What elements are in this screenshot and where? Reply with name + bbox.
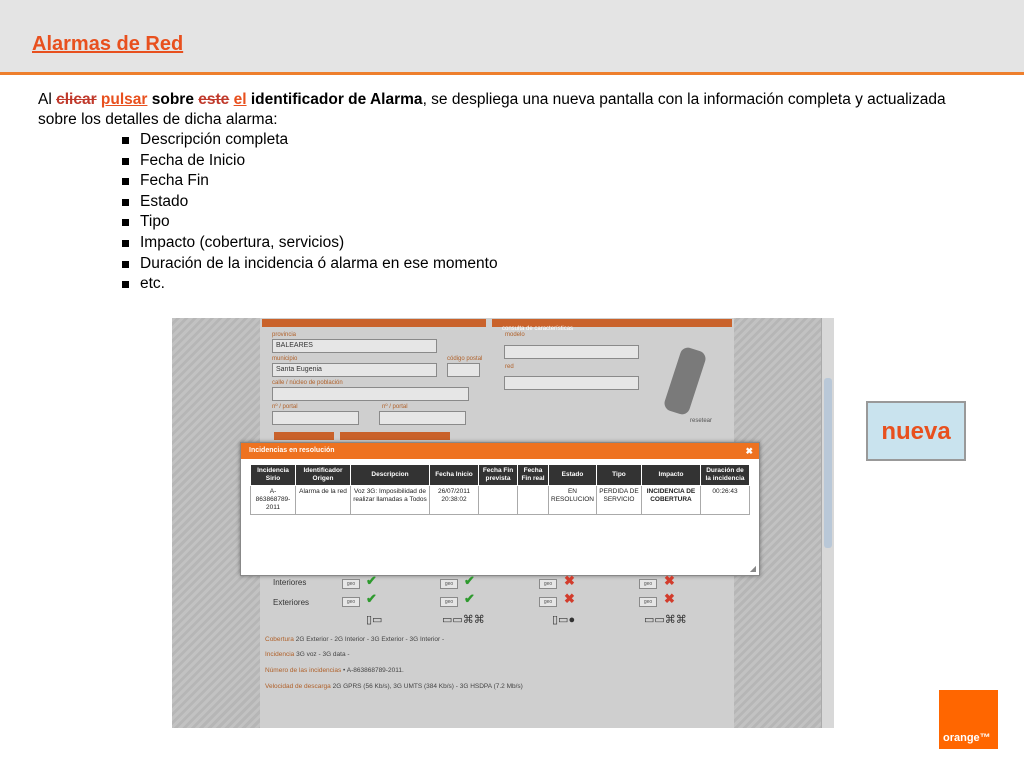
number-label: nº / portal — [272, 404, 298, 410]
column-header: Fecha Fin prevista — [479, 465, 518, 486]
bullet-item: etc. — [120, 274, 498, 295]
number-field[interactable] — [272, 411, 359, 425]
column-header: Fecha Fin real — [518, 465, 549, 486]
province-field[interactable]: BALEARES — [272, 339, 437, 353]
check-icon: ✔ — [366, 573, 377, 588]
postcode-label: código postal — [447, 356, 483, 362]
service-icons: ▯▭● — [552, 614, 576, 626]
coverage-info: Cobertura 2G Exterior - 2G Interior - 3G Exterior - 3G Interior - — [265, 636, 445, 643]
town-field[interactable]: Santa Eugenia — [272, 363, 437, 377]
mini-button[interactable]: geo — [342, 579, 360, 589]
tab-bar[interactable] — [340, 432, 450, 440]
bullet-item: Tipo — [120, 212, 498, 233]
column-header: Estado — [549, 465, 597, 486]
network-label: red — [505, 364, 514, 370]
column-header: Descripcion — [351, 465, 430, 486]
device-label: modelo — [505, 332, 525, 338]
bold-text: sobre — [151, 91, 199, 108]
bullet-item: Impacto (cobertura, servicios) — [120, 233, 498, 254]
scrollbar[interactable] — [821, 318, 834, 728]
table-header-row — [251, 465, 750, 486]
resize-handle-icon[interactable]: ◢ — [749, 564, 756, 573]
mini-button[interactable]: geo — [539, 579, 557, 589]
table-cell: Voz 3G: Imposibilidad de realizar llamadas a Todos — [351, 486, 430, 515]
popup-title: Incidencias en resolución — [249, 447, 335, 454]
inserted-word: el — [233, 91, 247, 108]
bullet-item: Fecha Fin — [120, 171, 498, 192]
column-header: Tipo — [596, 465, 641, 486]
table-cell: 26/07/2011 20:38:02 — [430, 486, 479, 515]
close-icon[interactable]: ✖ — [745, 446, 753, 456]
orange-logo — [939, 690, 998, 749]
floor-field[interactable] — [379, 411, 466, 425]
service-icons: ▭▭⌘⌘ — [442, 614, 485, 626]
cross-icon: ✖ — [664, 573, 675, 588]
inserted-word: pulsar — [100, 91, 148, 108]
table-row[interactable] — [251, 486, 750, 515]
mini-button[interactable]: geo — [539, 597, 557, 607]
table-cell: 00:26:43 — [700, 486, 749, 515]
section-header-bar — [492, 319, 732, 332]
check-icon: ✔ — [464, 591, 475, 606]
cross-icon: ✖ — [564, 591, 575, 606]
mini-button[interactable]: geo — [440, 597, 458, 607]
bullet-list — [120, 130, 498, 295]
column-header: Impacto — [641, 465, 700, 486]
intro-text: , se despliega una nueva pantalla con la información completa y actualizada sobre los detalles de dicha alarma: — [38, 91, 946, 128]
town-label: municipio — [272, 356, 298, 362]
mini-button[interactable]: geo — [639, 579, 657, 589]
check-icon: ✔ — [464, 573, 475, 588]
bold-text: identificador de Alarma — [250, 91, 423, 108]
table-cell: EN RESOLUCION — [549, 486, 597, 515]
table-cell — [518, 486, 549, 515]
nueva-callout: nueva — [866, 401, 966, 461]
slide-title: Alarmas de Red — [32, 33, 184, 55]
bullet-item: Fecha de Inicio — [120, 151, 498, 172]
popup-header — [241, 443, 759, 459]
section-title: consulta de características — [502, 326, 574, 332]
mini-button[interactable]: geo — [440, 579, 458, 589]
coverage-row-label: Exteriores — [273, 598, 310, 607]
check-icon: ✔ — [366, 591, 377, 606]
cross-icon: ✖ — [564, 573, 575, 588]
embedded-screenshot — [172, 318, 834, 728]
bullet-item: Estado — [120, 192, 498, 213]
coverage-row-label: Interiores — [273, 578, 307, 587]
incident-info: Incidencia 3G voz - 3G data - — [265, 651, 350, 658]
scrollbar-thumb[interactable] — [824, 378, 832, 548]
floor-label: nº / portal — [382, 404, 408, 410]
mini-button[interactable]: geo — [639, 597, 657, 607]
bullet-item: Duración de la incidencia ó alarma en ese momento — [120, 254, 498, 275]
column-header: Identificador Origen — [296, 465, 351, 486]
column-header: Incidencia Sirio — [251, 465, 296, 486]
device-field[interactable] — [504, 345, 639, 359]
bullet-item: Descripción completa — [120, 130, 498, 151]
table-cell: INCIDENCIA DE COBERTURA — [641, 486, 700, 515]
network-field[interactable] — [504, 376, 639, 390]
intro-paragraph — [38, 90, 978, 130]
table-cell: Alarma de la red — [296, 486, 351, 515]
table-cell: PERDIDA DE SERVICIO — [596, 486, 641, 515]
incident-id-link[interactable]: A-863868789-2011 — [251, 486, 296, 515]
tab-bar[interactable] — [274, 432, 334, 440]
incident-number-info: Número de las incidencias • A-863868789-2011. — [265, 667, 404, 674]
street-field[interactable] — [272, 387, 469, 401]
deleted-word: este — [198, 91, 230, 108]
logo-text: orange™ — [943, 732, 991, 744]
form-header-bar — [262, 319, 486, 327]
reset-button[interactable]: resetear — [690, 418, 713, 424]
postcode-field[interactable] — [447, 363, 480, 377]
mini-button[interactable]: geo — [342, 597, 360, 607]
street-label: calle / núcleo de población — [272, 380, 343, 386]
intro-text: Al — [38, 91, 57, 108]
deleted-word: clicar — [56, 91, 97, 108]
column-header: Duración de la incidencia — [700, 465, 749, 486]
header-divider — [0, 72, 1024, 75]
service-icons: ▯▭ — [366, 614, 383, 626]
incidents-table — [250, 464, 750, 515]
incidents-popup — [240, 442, 760, 576]
speed-info: Velocidad de descarga 2G GPRS (56 Kb/s), 3G UMTS (384 Kb/s) - 3G HSDPA (7.2 Mb/s) — [265, 683, 523, 690]
table-cell — [479, 486, 518, 515]
column-header: Fecha Inicio — [430, 465, 479, 486]
service-icons: ▭▭⌘⌘ — [644, 614, 687, 626]
province-label: provincia — [272, 332, 297, 338]
cross-icon: ✖ — [664, 591, 675, 606]
